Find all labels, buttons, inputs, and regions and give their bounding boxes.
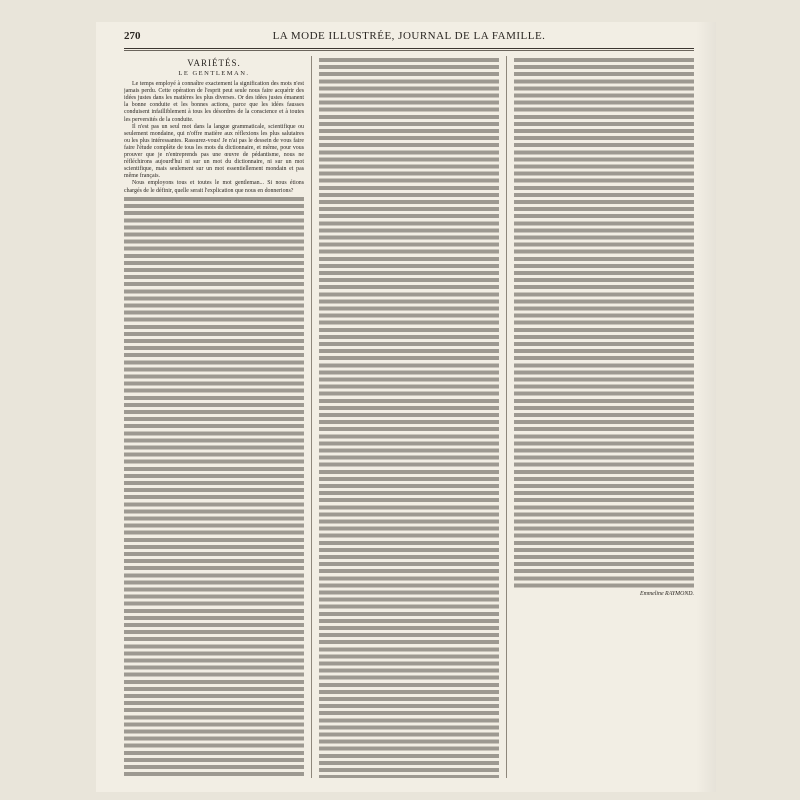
- article-paragraph: Le temps employé à connaître exactement la signification des mots n'est jamais perdu. Cette opération de l'esprit peut seule nous faire acquérir des idées justes dans les matières les plus diverses. Or des idées justes émanent la bonne conduite et les bonnes actions, parce que les idées fausses conduisent infailliblement à tous les désordres de la conscience et à toutes les perversités de la conduite.: [124, 81, 304, 123]
- illegible-text-block: [124, 197, 304, 778]
- running-title: LA MODE ILLUSTRÉE, JOURNAL DE LA FAMILLE.: [272, 30, 546, 42]
- article-paragraph: Il n'est pas un seul mot dans la langue grammaticale, scientifique ou seulement mondaine, qui n'offre matière aux réflexions les plus salutaires ou les plus intéressantes. Rassurez-vous! Je n'ai pas le dessein de vous faire faire l'étude complète de tous les mots du dictionnaire, et même, pour vous prouver que je n'entreprends pas une œuvre de pédantisme, nous ne réfléchirons aujourd'hui ni sur un mot du dictionnaire, ni sur un mot scientifique, mais seulement sur un mot essentiellement mondain et pas même français.: [124, 123, 304, 180]
- column-separator: [506, 56, 507, 778]
- newspaper-page: [96, 22, 716, 792]
- paper-shading: [696, 22, 716, 792]
- text-column-2: [319, 56, 499, 778]
- illegible-text-block: [514, 58, 694, 590]
- illegible-text-block: [319, 58, 499, 778]
- article-title: LE GENTLEMAN.: [178, 70, 250, 77]
- column-separator: [311, 56, 312, 778]
- text-column-1: [124, 56, 304, 778]
- header-rule-thin: [124, 50, 694, 51]
- page-header: [124, 30, 694, 44]
- page-number: 270: [124, 30, 141, 42]
- header-rule: [124, 48, 694, 49]
- text-column-3: [514, 56, 694, 778]
- article-paragraph: Nous employons tous et toutes le mot gentleman... Si nous étions chargés de le définir, quelle serait l'explication que nous en donnerions?: [124, 180, 304, 194]
- section-title: VARIÉTÉS.: [187, 58, 241, 68]
- author-signature: Emmeline RAYMOND.: [640, 591, 694, 597]
